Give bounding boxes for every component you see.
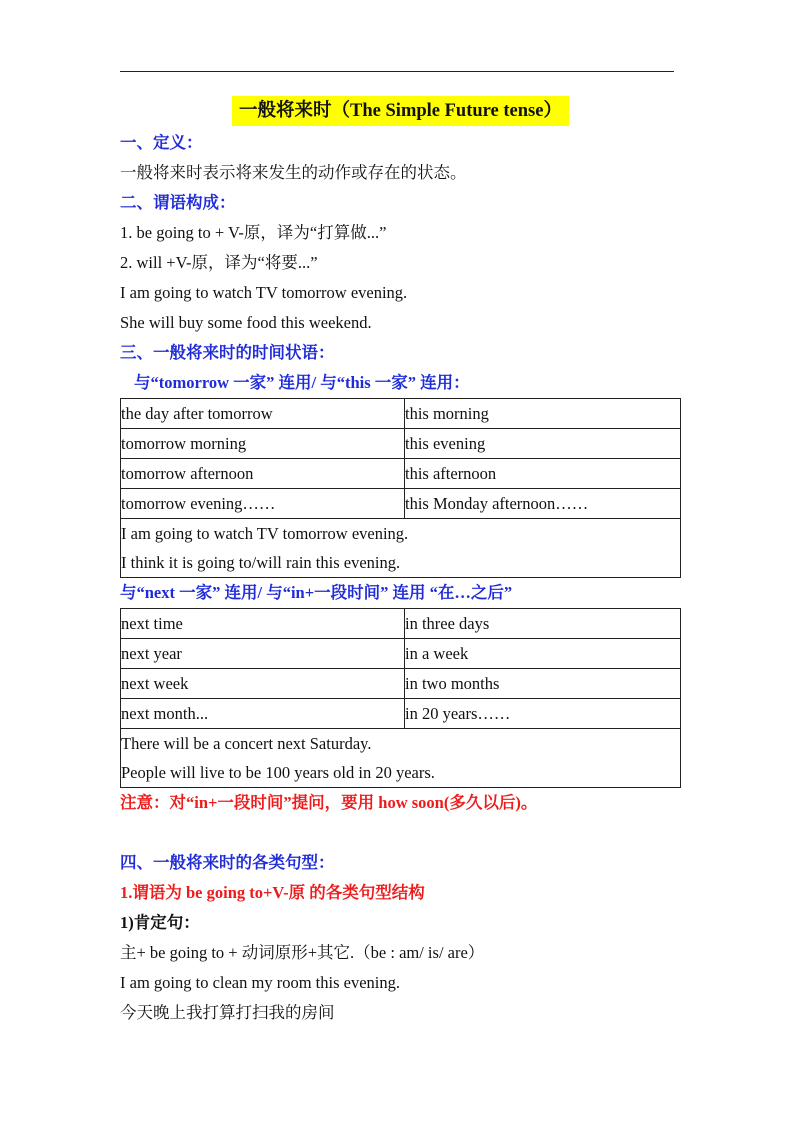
- table-cell: next week: [121, 669, 405, 699]
- table-cell: in three days: [405, 609, 681, 639]
- header-rule: [120, 71, 674, 72]
- table-cell: this evening: [405, 429, 681, 459]
- document-body: [120, 96, 681, 1028]
- section4-sub1: 1.谓语为 be going to+V-原 的各类句型结构: [120, 883, 425, 902]
- table-row: [121, 699, 681, 729]
- section2-line: I am going to watch TV tomorrow evening.: [120, 283, 408, 302]
- table-cell: this Monday afternoon……: [405, 489, 681, 519]
- table-row: [121, 399, 681, 429]
- section4-heading: 四、一般将来时的各类句型：: [120, 853, 335, 872]
- section4-line: 今天晚上我打算打扫我的房间: [120, 1003, 335, 1022]
- table-cell: tomorrow morning: [121, 429, 405, 459]
- table-cell: in two months: [405, 669, 681, 699]
- example-sentence: I am going to watch TV tomorrow evening.: [121, 524, 409, 543]
- table-row: [121, 489, 681, 519]
- section2-heading: 二、谓语构成：: [120, 193, 236, 212]
- section1-heading: 一、定义：: [120, 133, 203, 152]
- blank-line: [120, 818, 681, 848]
- table-row: [121, 609, 681, 639]
- section3-subheading1: 与“tomorrow 一家” 连用/ 与“this 一家” 连用：: [134, 373, 470, 392]
- example-cell: [121, 519, 681, 578]
- section4-line: 主+ be going to + 动词原形+其它.（be : am/ is/ are）: [120, 943, 485, 962]
- section2-line: She will buy some food this weekend.: [120, 313, 372, 332]
- table-cell: next year: [121, 639, 405, 669]
- title-wrap: [120, 96, 681, 126]
- table-cell: next time: [121, 609, 405, 639]
- section3-heading: 三、一般将来时的时间状语：: [120, 343, 335, 362]
- example-cell: [121, 729, 681, 788]
- section1-text: 一般将来时表示将来发生的动作或存在的状态。: [120, 163, 467, 182]
- example-sentence: People will live to be 100 years old in 20 years.: [121, 763, 435, 782]
- table-row: [121, 459, 681, 489]
- table-cell: in a week: [405, 639, 681, 669]
- example-sentence: There will be a concert next Saturday.: [121, 734, 372, 753]
- section3-subheading2: 与“next 一家” 连用/ 与“in+一段时间” 连用 “在…之后”: [120, 583, 513, 602]
- page-title: 一般将来时（The Simple Future tense）: [232, 96, 569, 126]
- time-adverbial-table-1: [120, 398, 681, 578]
- table-cell: in 20 years……: [405, 699, 681, 729]
- table-row: [121, 639, 681, 669]
- table-row: [121, 669, 681, 699]
- table-cell: the day after tomorrow: [121, 399, 405, 429]
- table-row: [121, 429, 681, 459]
- note-text: 注意：对“in+一段时间”提问，要用 how soon(多久以后)。: [120, 793, 538, 812]
- table-cell: next month...: [121, 699, 405, 729]
- time-adverbial-table-2: [120, 608, 681, 788]
- table-cell: this morning: [405, 399, 681, 429]
- table-cell: this afternoon: [405, 459, 681, 489]
- section4-sub2: 1)肯定句：: [120, 913, 200, 932]
- table-cell: tomorrow afternoon: [121, 459, 405, 489]
- section2-line: 1. be going to + V-原，译为“打算做...”: [120, 223, 387, 242]
- section4-line: I am going to clean my room this evening.: [120, 973, 400, 992]
- section2-line: 2. will +V-原，译为“将要...”: [120, 253, 318, 272]
- example-sentence: I think it is going to/will rain this evening.: [121, 553, 401, 572]
- table-cell: tomorrow evening……: [121, 489, 405, 519]
- table-row: [121, 729, 681, 788]
- table-row: [121, 519, 681, 578]
